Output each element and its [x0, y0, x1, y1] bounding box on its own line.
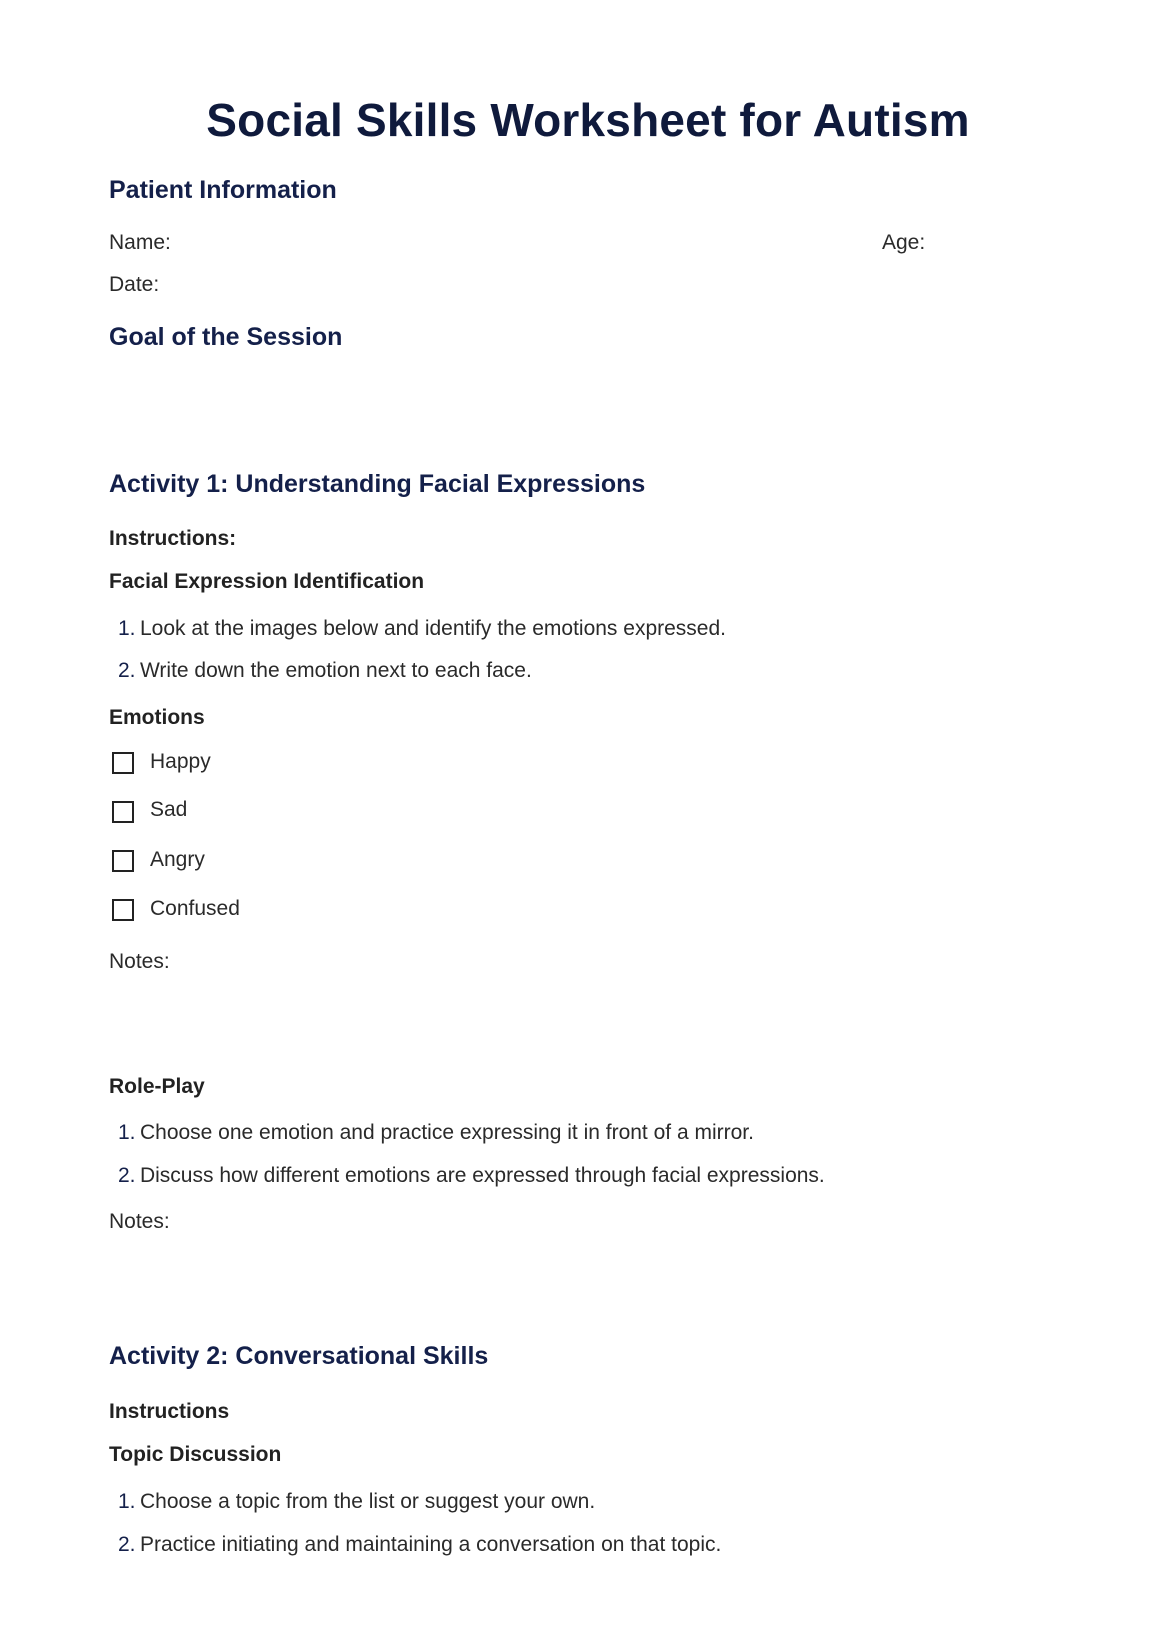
checkbox-sad[interactable]	[112, 801, 134, 823]
list-number: 1.	[118, 617, 136, 640]
activity2-heading: Activity 2: Conversational Skills	[109, 1342, 489, 1370]
emotion-label-happy: Happy	[150, 750, 211, 773]
checkbox-happy[interactable]	[112, 752, 134, 774]
age-label: Age:	[882, 231, 926, 254]
list-text: Discuss how different emotions are expressed through facial expressions.	[139, 1164, 825, 1187]
facial-expression-subheading: Facial Expression Identification	[109, 570, 425, 593]
list-item	[118, 659, 532, 683]
checkbox-confused[interactable]	[112, 899, 134, 921]
list-item	[118, 1533, 721, 1557]
list-number: 2.	[118, 1164, 136, 1187]
emotion-label-confused: Confused	[150, 897, 240, 920]
activity1-heading: Activity 1: Understanding Facial Expressions	[109, 470, 646, 498]
patient-info-heading: Patient Information	[109, 176, 337, 204]
goal-heading: Goal of the Session	[109, 323, 343, 351]
name-label: Name:	[109, 231, 171, 254]
topic-discussion-subheading: Topic Discussion	[109, 1443, 282, 1466]
page-title: Social Skills Worksheet for Autism	[206, 94, 970, 146]
emotions-heading: Emotions	[109, 706, 205, 729]
notes-label: Notes:	[109, 950, 170, 973]
activity2-instructions-label: Instructions	[109, 1400, 230, 1423]
list-number: 2.	[118, 659, 136, 682]
list-text: Write down the emotion next to each face.	[139, 659, 532, 682]
list-item	[118, 617, 726, 641]
list-number: 1.	[118, 1121, 136, 1144]
list-number: 2.	[118, 1533, 136, 1556]
emotion-label-sad: Sad	[150, 798, 188, 821]
checkbox-angry[interactable]	[112, 850, 134, 872]
list-number: 1.	[118, 1490, 136, 1513]
list-item	[118, 1164, 825, 1188]
list-item	[118, 1121, 754, 1145]
list-text: Choose a topic from the list or suggest your own.	[139, 1490, 596, 1513]
activity1-instructions-label: Instructions:	[109, 527, 237, 550]
roleplay-heading: Role-Play	[109, 1075, 205, 1098]
notes-label: Notes:	[109, 1210, 170, 1233]
list-item	[118, 1490, 595, 1514]
date-label: Date:	[109, 273, 160, 296]
emotion-label-angry: Angry	[150, 848, 205, 871]
list-text: Look at the images below and identify the emotions expressed.	[139, 617, 726, 640]
list-text: Practice initiating and maintaining a conversation on that topic.	[139, 1533, 722, 1556]
list-text: Choose one emotion and practice expressing it in front of a mirror.	[139, 1121, 754, 1144]
